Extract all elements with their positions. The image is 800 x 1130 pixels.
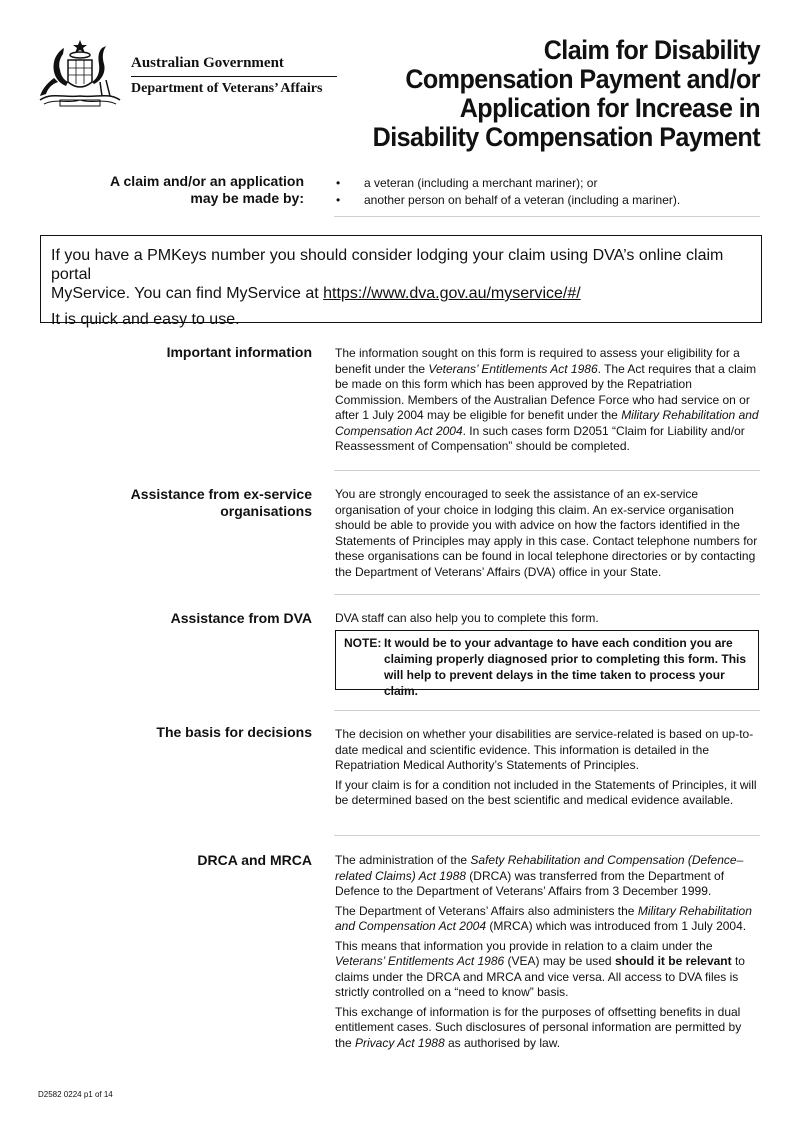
- drca-p1-a: The administration of the: [335, 853, 471, 867]
- bullet-icon: •: [336, 193, 341, 207]
- myservice-notice: [40, 235, 762, 328]
- government-name: Australian Government: [131, 55, 284, 71]
- drca-p3-a: This means that information you provide in relation to a claim under the: [335, 938, 713, 953]
- important-information-text: [335, 346, 760, 459]
- drca-p1-act: Safety Rehabilitation and Compensation (Defence–related Claims) Act 1988: [335, 853, 744, 883]
- important-text-3: . In such cases form D2051 “Claim for Liability and/or Reassessment of Compensation” should be completed.: [335, 423, 745, 453]
- drca-p3-act: Veterans’ Entitlements Act 1986: [335, 954, 505, 968]
- claim-by-label-line-2: may be made by:: [190, 190, 304, 206]
- ex-service-heading-line-2: organisations: [220, 503, 312, 519]
- important-act-2: Military Rehabilitation and Compensation Act 2004: [335, 408, 759, 438]
- drca-p3-b: (VEA) may be used: [504, 954, 615, 968]
- section-divider: [334, 216, 760, 217]
- claim-by-label: [110, 173, 304, 207]
- ex-service-heading: [72, 486, 312, 520]
- section-divider: [334, 710, 760, 711]
- dva-assistance-heading: Assistance from DVA: [170, 610, 312, 626]
- drca-p2-b: (MRCA) which was introduced from 1 July 2004.: [486, 919, 747, 933]
- notice-line-3: It is quick and easy to use.: [51, 311, 240, 328]
- important-act-1: Veterans’ Entitlements Act 1986: [428, 361, 598, 376]
- drca-p1-b: (DRCA) was transferred from the Department of Defence to the Department of Veterans’ Affairs from 3 December 1999.: [335, 868, 725, 898]
- ex-service-text: [335, 487, 760, 584]
- ex-service-paragraph: You are strongly encouraged to seek the assistance of an ex-service organisation of your choice in lodging this claim. An ex-service organisation should be able to provide you with advice on how the factors identified in the Statements of Principles may apply in this case. Contact telephone numbers for these organisations can be found in local telephone directories or by contacting the Department of Veterans’ Affairs (DVA) office in your State.: [335, 487, 758, 579]
- title-line-3: Application for Increase in: [459, 93, 760, 123]
- drca-paragraph-1: [335, 853, 760, 900]
- drca-paragraph-3: [335, 939, 760, 1001]
- title-line-1: Claim for Disability: [543, 35, 760, 65]
- government-logo-text: [131, 54, 337, 98]
- note-box: [335, 630, 759, 698]
- claim-by-list: [334, 175, 760, 209]
- list-item: [334, 192, 760, 209]
- drca-p4-act: Privacy Act 1988: [355, 1035, 445, 1050]
- logo-divider: [131, 76, 337, 77]
- section-divider: [334, 470, 760, 471]
- basis-paragraph-2: If your claim is for a condition not included in the Statements of Principles, it will be determined based on the best scientific and medical evidence available.: [335, 777, 757, 807]
- form-code: D2582 0224 p1 of 14: [38, 1090, 113, 1099]
- coat-of-arms-icon: [36, 38, 124, 108]
- list-item-text: another person on behalf of a veteran (including a mariner).: [364, 193, 681, 207]
- note-line-2: claiming properly diagnosed prior to completing this form. This: [384, 652, 747, 666]
- drca-p3-c: to claims under the DRCA and MRCA and vice versa. All access to DVA files is strictly controlled on a “need to know” basis.: [335, 954, 745, 999]
- drca-p4-b: as authorised by law.: [444, 1035, 561, 1050]
- drca-p2-a: The Department of Veterans’ Affairs also administers the: [335, 903, 638, 918]
- drca-mrca-text: [335, 853, 760, 1055]
- dva-assistance-text: [335, 611, 760, 631]
- drca-p4-a: This exchange of information is for the purposes of offsetting benefits in dual entitlement cases. Such disclosures of personal information are permitted by the: [335, 1004, 742, 1050]
- drca-mrca-heading: DRCA and MRCA: [197, 852, 312, 868]
- list-item: [334, 175, 760, 192]
- basis-paragraph-1: The decision on whether your disabilities are service-related is based on up-to-date medical and scientific evidence. This information is detailed in the Repatriation Medical Authority’s Statements of Principles.: [335, 727, 754, 772]
- notice-line-2-text: MyService. You can find MyService at: [51, 285, 324, 302]
- drca-paragraph-4: [335, 1005, 760, 1052]
- form-title: [351, 36, 760, 152]
- drca-p3-bold: should it be relevant: [614, 954, 732, 968]
- claim-by-label-line-1: A claim and/or an application: [110, 173, 304, 189]
- title-line-2: Compensation Payment and/or: [405, 64, 760, 94]
- important-text-2: . The Act requires that a claim be made on this form which has been approved by the Repatriation Commission. Members of the Australian Defence Force who had service on or after 1 July 2004 may be eligible for benefit under the: [335, 361, 757, 422]
- myservice-link[interactable]: https://www.dva.gov.au/myservice/#/: [323, 285, 581, 302]
- note-line-1: It would be to your advantage to have each condition you are: [384, 636, 733, 650]
- basis-heading: The basis for decisions: [156, 724, 312, 740]
- department-name: Department of Veterans’ Affairs: [131, 81, 323, 96]
- bullet-icon: •: [336, 176, 341, 190]
- important-information-heading: Important information: [166, 344, 312, 360]
- important-text-1: The information sought on this form is required to assess your eligibility for a benefit under the: [335, 346, 740, 376]
- section-divider: [334, 594, 760, 595]
- notice-line-1: If you have a PMKeys number you should consider lodging your claim using DVA’s online claim portal: [51, 247, 724, 283]
- ex-service-heading-line-1: Assistance from ex-service: [130, 486, 312, 502]
- dva-paragraph: DVA staff can also help you to complete this form.: [335, 611, 599, 625]
- list-item-text: a veteran (including a merchant mariner); or: [364, 176, 598, 190]
- drca-paragraph-2: [335, 904, 760, 935]
- note-label: NOTE:: [344, 636, 382, 650]
- note-line-3: will help to prevent delays in the time taken to process your claim.: [384, 668, 725, 698]
- basis-text: [335, 727, 760, 813]
- notice-line-2: [51, 284, 751, 303]
- title-line-4: Disability Compensation Payment: [372, 122, 760, 152]
- drca-p2-act: Military Rehabilitation and Compensation Act 2004: [335, 903, 752, 933]
- section-divider: [334, 835, 760, 836]
